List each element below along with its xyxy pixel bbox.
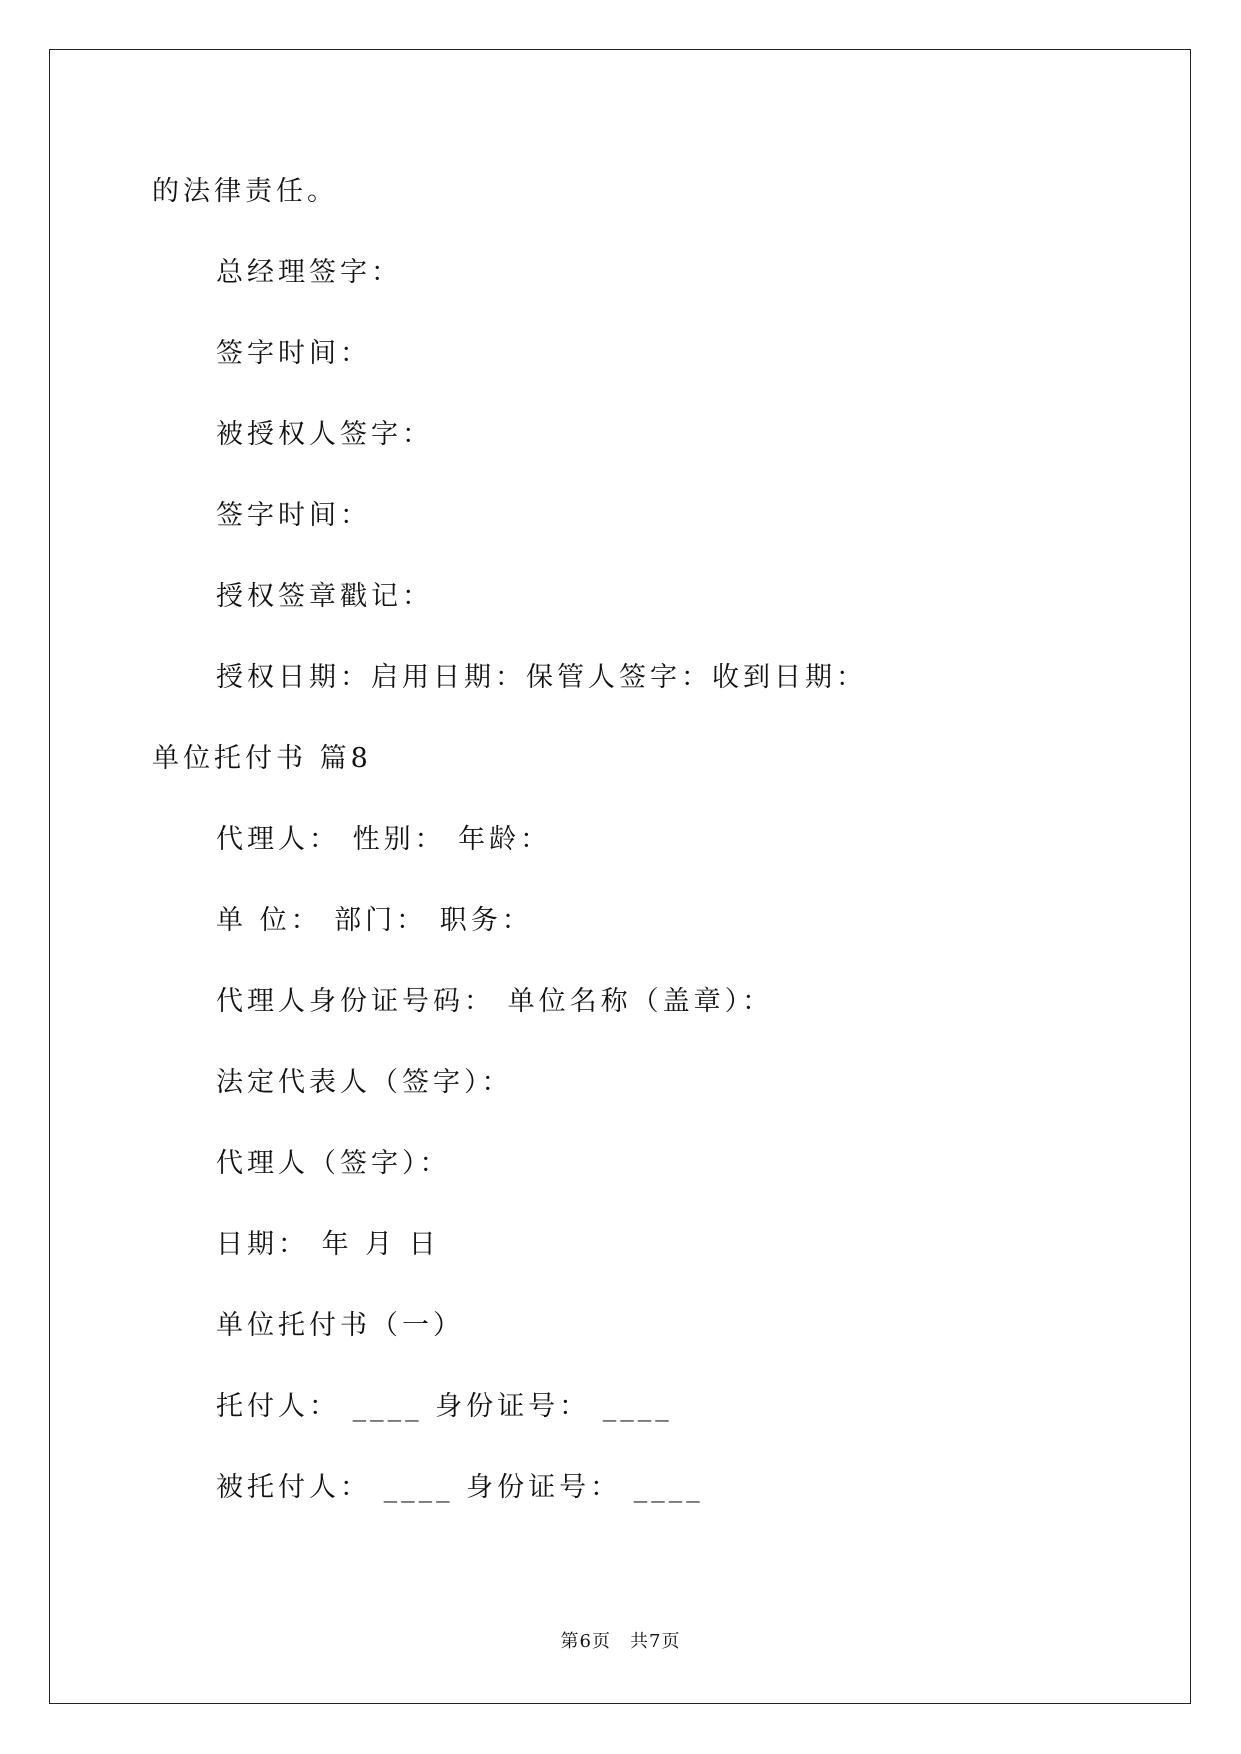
page-number-footer: 第6页 共7页 [560,1631,681,1652]
text-line-dates: 授权日期：启用日期：保管人签字：收到日期： [216,662,867,693]
text-line-sign-time-2: 签字时间： [216,500,371,531]
page-border [49,49,1191,1704]
text-line-entruster: 托付人： ____ 身份证号： ____ [216,1391,673,1422]
text-line-sign-time-1: 签字时间： [216,338,371,369]
text-line-subtitle: 单位托付书（一） [216,1310,464,1341]
text-line-unit-info: 单 位： 部门： 职务： [216,905,533,936]
text-line-date: 日期： 年 月 日 [216,1229,440,1260]
text-line-gm-signature: 总经理签字： [216,257,402,288]
section-heading: 单位托付书 篇8 [152,743,372,774]
text-line-agent-info: 代理人： 性别： 年龄： [216,824,552,855]
text-line-legal-rep: 法定代表人（签字）： [216,1067,513,1098]
text-line-agent-id: 代理人身份证号码： 单位名称（盖章）： [216,986,774,1017]
text-line-entrusted: 被托付人： ____ 身份证号： ____ [216,1472,704,1503]
text-line-authorized-signature: 被授权人签字： [216,419,433,450]
text-line-agent-signature: 代理人（签字）： [216,1148,451,1179]
text-line-stamp-mark: 授权签章戳记： [216,581,433,612]
text-line-continuation: 的法律责任。 [152,176,338,207]
